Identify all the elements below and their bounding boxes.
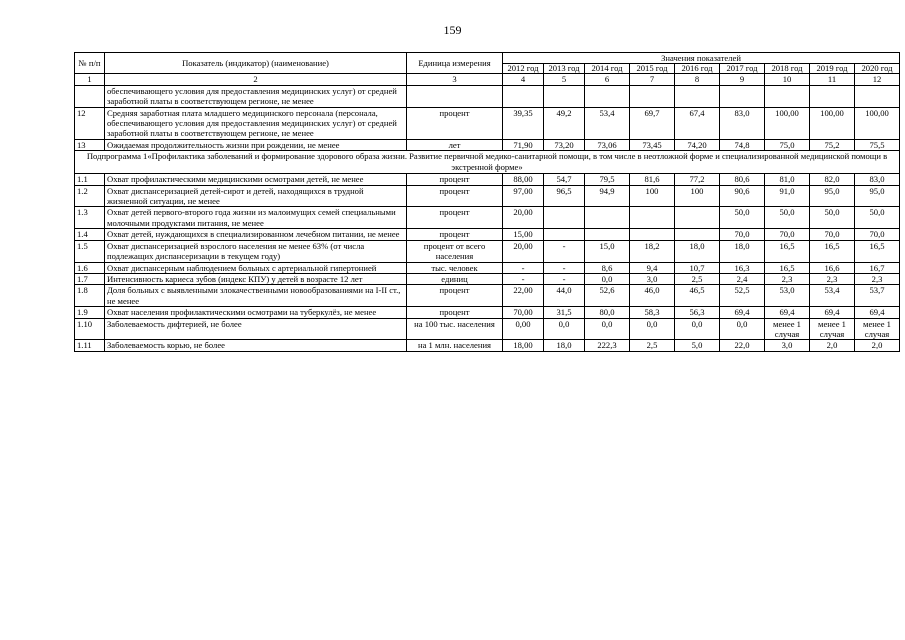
indicator-name: обеспечивающего условия для предоставления медицинских услуг) от средней заработной платы в соответствующем регионе, не менее [105,85,407,107]
indicator-name: Охват диспансеризацией детей-сирот и детей, находящихся в трудной жизненной ситуации, не менее [105,185,407,207]
value-cell: 20,00 [503,240,544,262]
value-cell: 77,2 [675,174,720,185]
value-cell [585,229,630,240]
value-cell: 16,5 [765,240,810,262]
value-cell [544,229,585,240]
value-cell: 18,0 [544,340,585,351]
unit-cell: на 100 тыс. населения [407,318,503,340]
value-cell: 2,3 [810,273,855,284]
value-cell: 46,0 [630,285,675,307]
row-number: 1.6 [75,262,105,273]
unit-cell: тыс. человек [407,262,503,273]
unit-cell: процент [407,207,503,229]
header-year: 2016 год [675,64,720,74]
header-year: 2017 год [720,64,765,74]
unit-cell: процент [407,285,503,307]
value-cell: 73,45 [630,139,675,150]
header-year: 2013 год [544,64,585,74]
header-year: 2020 год [855,64,900,74]
value-cell: 2,0 [855,340,900,351]
table-row [75,174,900,185]
row-number: 13 [75,139,105,150]
indicator-name: Заболеваемость дифтерией, не более [105,318,407,340]
value-cell: 2,3 [855,273,900,284]
value-cell: 73,06 [585,139,630,150]
column-number: 5 [544,74,585,85]
indicator-name: Охват детей, нуждающихся в специализированном лечебном питании, не менее [105,229,407,240]
row-number: 1.11 [75,340,105,351]
column-number: 4 [503,74,544,85]
value-cell: 70,0 [720,229,765,240]
value-cell: 88,00 [503,174,544,185]
row-number: 1.5 [75,240,105,262]
value-cell: 53,4 [585,107,630,139]
value-cell: 2,4 [720,273,765,284]
page-number: 159 [443,23,462,37]
value-cell: 69,4 [720,307,765,318]
value-cell: 83,0 [855,174,900,185]
value-cell: 0,0 [585,273,630,284]
unit-cell: процент [407,229,503,240]
column-number: 10 [765,74,810,85]
value-cell [585,85,630,107]
unit-cell: процент [407,185,503,207]
value-cell: 16,7 [855,262,900,273]
header-year: 2015 год [630,64,675,74]
column-number: 12 [855,74,900,85]
value-cell: 69,4 [765,307,810,318]
value-cell: 91,0 [765,185,810,207]
value-cell: 95,0 [855,185,900,207]
value-cell [544,85,585,107]
value-cell: 3,0 [630,273,675,284]
value-cell: 53,0 [765,285,810,307]
value-cell: 81,6 [630,174,675,185]
value-cell: 2,0 [810,340,855,351]
value-cell [675,85,720,107]
subprogram-section [75,151,900,174]
value-cell: 18,0 [675,240,720,262]
table-row [75,107,900,139]
value-cell: 31,5 [544,307,585,318]
value-cell: 74,8 [720,139,765,150]
value-cell: менее 1 случая [810,318,855,340]
value-cell: 18,0 [720,240,765,262]
value-cell: 50,0 [810,207,855,229]
subprogram-title: Подпрограмма 1«Профилактика заболеваний и формирование здорового образа жизни. Развитие первичной медико-санитарной помощи, в том числе в неотложной форме и специализированной медицинской помощи в экстренной форме» [75,151,900,174]
value-cell: 0,0 [544,318,585,340]
value-cell: 70,00 [503,307,544,318]
indicator-name: Интенсивность кариеса зубов (индекс КПУ) у детей в возрасте 12 лет [105,273,407,284]
value-cell: менее 1 случая [855,318,900,340]
value-cell: 70,0 [810,229,855,240]
value-cell: 75,2 [810,139,855,150]
value-cell [765,85,810,107]
value-cell: 95,0 [810,185,855,207]
value-cell: 94,9 [585,185,630,207]
value-cell: 69,4 [810,307,855,318]
table-body-bottom [75,174,900,352]
value-cell: 22,0 [720,340,765,351]
row-number: 12 [75,107,105,139]
value-cell [630,85,675,107]
value-cell: 100,00 [765,107,810,139]
indicator-name: Заболеваемость корью, не более [105,340,407,351]
value-cell: 0,0 [585,318,630,340]
indicator-name: Охват диспансерным наблюдением больных с артериальной гипертонией [105,262,407,273]
table-row [75,229,900,240]
header-year: 2018 год [765,64,810,74]
column-number: 3 [407,74,503,85]
value-cell: 100 [675,185,720,207]
value-cell [855,85,900,107]
indicators-table [74,52,900,352]
value-cell: 50,0 [855,207,900,229]
table-row [75,85,900,107]
value-cell: 90,6 [720,185,765,207]
header-row [75,53,900,64]
value-cell: 16,6 [810,262,855,273]
value-cell: 2,5 [630,340,675,351]
value-cell: 74,20 [675,139,720,150]
value-cell: 39,35 [503,107,544,139]
value-cell: 69,4 [855,307,900,318]
value-cell: 15,00 [503,229,544,240]
value-cell: - [544,262,585,273]
value-cell: - [503,273,544,284]
value-cell: 82,0 [810,174,855,185]
table-row [75,318,900,340]
value-cell: - [544,240,585,262]
value-cell: 18,2 [630,240,675,262]
indicator-name: Охват детей первого-второго года жизни из малоимущих семей специальными молочными продуктами питания, не менее [105,207,407,229]
value-cell: 3,0 [765,340,810,351]
value-cell: 100 [630,185,675,207]
header-indicator: Показатель (индикатор) (наименование) [105,53,407,74]
header-unit: Единица измерения [407,53,503,74]
value-cell: 97,00 [503,185,544,207]
unit-cell: лет [407,139,503,150]
column-number: 9 [720,74,765,85]
value-cell: 71,90 [503,139,544,150]
value-cell: 75,0 [765,139,810,150]
value-cell: 79,5 [585,174,630,185]
table-row [75,240,900,262]
value-cell: 18,00 [503,340,544,351]
value-cell: 70,0 [765,229,810,240]
header-year: 2014 год [585,64,630,74]
value-cell: 70,0 [855,229,900,240]
value-cell: 2,5 [675,273,720,284]
value-cell [630,207,675,229]
value-cell: 22,00 [503,285,544,307]
value-cell: 52,6 [585,285,630,307]
table-row [75,307,900,318]
unit-cell: процент [407,174,503,185]
row-number: 1.2 [75,185,105,207]
value-cell: 53,4 [810,285,855,307]
value-cell: 83,0 [720,107,765,139]
value-cell: 16,5 [810,240,855,262]
table-row [75,273,900,284]
value-cell: 75,5 [855,139,900,150]
value-cell: 8,6 [585,262,630,273]
value-cell: 53,7 [855,285,900,307]
value-cell: 44,0 [544,285,585,307]
header-year: 2019 год [810,64,855,74]
value-cell: 56,3 [675,307,720,318]
value-cell: менее 1 случая [765,318,810,340]
value-cell: 54,7 [544,174,585,185]
row-number: 1.9 [75,307,105,318]
row-number: 1.1 [75,174,105,185]
value-cell [675,229,720,240]
value-cell [630,229,675,240]
column-number: 2 [105,74,407,85]
value-cell: 2,3 [765,273,810,284]
header-no: № п/п [75,53,105,74]
value-cell: 50,0 [765,207,810,229]
value-cell: 0,0 [675,318,720,340]
value-cell: 16,5 [765,262,810,273]
value-cell: 81,0 [765,174,810,185]
value-cell: 10,7 [675,262,720,273]
value-cell: 100,00 [810,107,855,139]
column-number: 6 [585,74,630,85]
value-cell: 0,0 [720,318,765,340]
indicator-name: Охват профилактическими медицинскими осмотрами детей, не менее [105,174,407,185]
value-cell: 69,7 [630,107,675,139]
subprogram-row [75,151,900,174]
unit-cell [407,85,503,107]
column-number: 7 [630,74,675,85]
row-number: 1.3 [75,207,105,229]
indicator-name: Ожидаемая продолжительность жизни при рождении, не менее [105,139,407,150]
value-cell: 50,0 [720,207,765,229]
table-row [75,207,900,229]
value-cell: 46,5 [675,285,720,307]
table-row [75,340,900,351]
table-row [75,139,900,150]
unit-cell: на 1 млн. населения [407,340,503,351]
value-cell: 80,6 [720,174,765,185]
value-cell: 96,5 [544,185,585,207]
value-cell: 9,4 [630,262,675,273]
value-cell [675,207,720,229]
column-number: 11 [810,74,855,85]
table-body-top [75,85,900,150]
indicator-name: Средняя заработная плата младшего медицинского персонала (персонала, обеспечивающего условия для предоставления медицинских услуг) от средней заработной платы в соответствующем регионе, не менее [105,107,407,139]
unit-cell: единиц [407,273,503,284]
value-cell: 16,5 [855,240,900,262]
indicator-name: Охват населения профилактическими осмотрами на туберкулёз, не менее [105,307,407,318]
unit-cell: процент [407,107,503,139]
row-number: 1.8 [75,285,105,307]
value-cell [585,207,630,229]
unit-cell: процент от всего населения [407,240,503,262]
value-cell: 20,00 [503,207,544,229]
value-cell: 80,0 [585,307,630,318]
column-number: 1 [75,74,105,85]
row-number: 1.7 [75,273,105,284]
value-cell: 16,3 [720,262,765,273]
row-number [75,85,105,107]
table-row [75,285,900,307]
value-cell: 58,3 [630,307,675,318]
value-cell: 100,00 [855,107,900,139]
unit-cell: процент [407,307,503,318]
value-cell: 5,0 [675,340,720,351]
value-cell: - [544,273,585,284]
value-cell: 0,00 [503,318,544,340]
value-cell: 222,3 [585,340,630,351]
table-row [75,185,900,207]
value-cell: 52,5 [720,285,765,307]
value-cell [544,207,585,229]
table-row [75,262,900,273]
column-number: 8 [675,74,720,85]
value-cell: 0,0 [630,318,675,340]
row-number: 1.4 [75,229,105,240]
value-cell: 49,2 [544,107,585,139]
value-cell [810,85,855,107]
row-number: 1.10 [75,318,105,340]
header-values: Значения показателей [503,53,900,64]
value-cell: - [503,262,544,273]
value-cell [503,85,544,107]
indicator-name: Доля больных с выявленными злокачественными новообразованиями на I-II ст., не менее [105,285,407,307]
value-cell: 67,4 [675,107,720,139]
value-cell: 15,0 [585,240,630,262]
column-numbers-row [75,74,900,85]
indicator-name: Охват диспансеризацией взрослого населения не менее 63% (от числа подлежащих диспансеризации в текущем году) [105,240,407,262]
value-cell: 73,20 [544,139,585,150]
value-cell [720,85,765,107]
header-year: 2012 год [503,64,544,74]
